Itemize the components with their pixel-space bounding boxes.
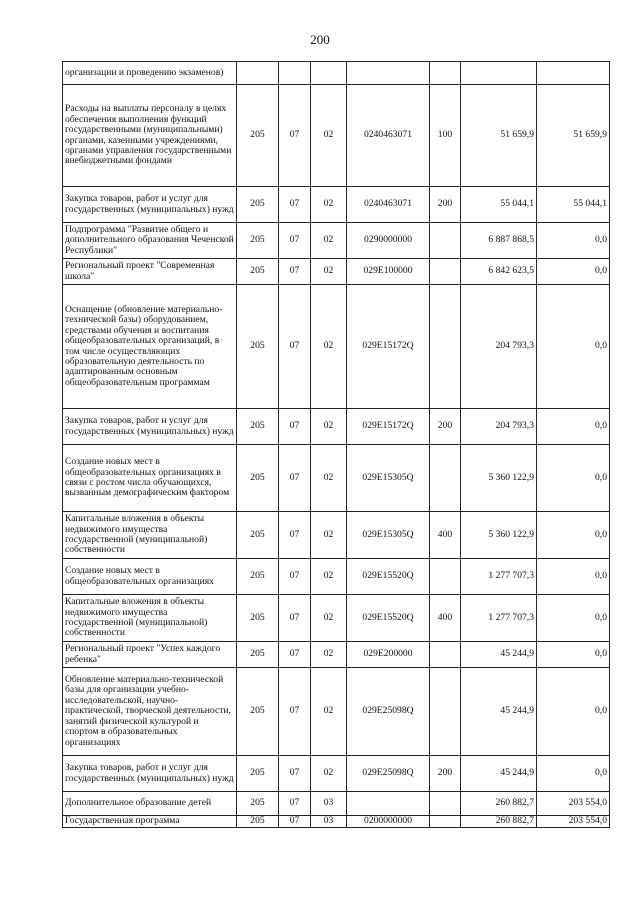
amount-year-1: 6 842 623,5 [461, 259, 537, 285]
target-article-code [347, 792, 430, 816]
section-code: 07 [279, 642, 311, 668]
table-row [63, 62, 610, 85]
section-code: 07 [279, 595, 311, 642]
subsection-code: 02 [311, 85, 347, 187]
expense-type-code: 200 [430, 187, 461, 223]
amount-year-2: 0,0 [537, 756, 610, 792]
section-code: 07 [279, 756, 311, 792]
department-code: 205 [237, 642, 279, 668]
department-code: 205 [237, 595, 279, 642]
amount-year-1: 5 360 122,9 [461, 445, 537, 512]
amount-year-2: 0,0 [537, 445, 610, 512]
section-code: 07 [279, 259, 311, 285]
target-article-code [347, 62, 430, 85]
table-row [63, 445, 610, 512]
expense-type-code [430, 668, 461, 756]
target-article-code: 029E15172Q [347, 285, 430, 409]
table-row [63, 223, 610, 259]
budget-table [62, 61, 610, 828]
target-article-code: 029E25098Q [347, 756, 430, 792]
target-article-code: 0290000000 [347, 223, 430, 259]
department-code: 205 [237, 512, 279, 559]
department-code: 205 [237, 668, 279, 756]
department-code: 205 [237, 187, 279, 223]
amount-year-1: 51 659,9 [461, 85, 537, 187]
amount-year-1: 45 244,9 [461, 642, 537, 668]
section-code: 07 [279, 409, 311, 445]
row-description: Капитальные вложения в объекты недвижимого имущества государственной (муниципальной) собственности [63, 595, 237, 642]
row-description: Закупка товаров, работ и услуг для государственных (муниципальных) нужд [63, 409, 237, 445]
expense-type-code [430, 816, 461, 828]
page-number: 200 [310, 32, 330, 47]
table-row [63, 792, 610, 816]
row-description: Региональный проект "Современная школа" [63, 259, 237, 285]
amount-year-2: 0,0 [537, 642, 610, 668]
section-code: 07 [279, 792, 311, 816]
section-code: 07 [279, 285, 311, 409]
department-code: 205 [237, 259, 279, 285]
amount-year-2: 0,0 [537, 285, 610, 409]
expense-type-code [430, 559, 461, 595]
department-code: 205 [237, 223, 279, 259]
row-description: Обновление материально-технической базы для организации учебно-исследовательской, научно-практической, творческой деятельности, занятий физической культурой и спортом в образовательных организациях [63, 668, 237, 756]
subsection-code: 02 [311, 445, 347, 512]
subsection-code: 02 [311, 756, 347, 792]
amount-year-2: 0,0 [537, 668, 610, 756]
amount-year-1: 260 882,7 [461, 792, 537, 816]
expense-type-code [430, 223, 461, 259]
section-code: 07 [279, 512, 311, 559]
department-code: 205 [237, 285, 279, 409]
target-article-code: 029E25098Q [347, 668, 430, 756]
subsection-code: 02 [311, 259, 347, 285]
amount-year-2: 0,0 [537, 559, 610, 595]
amount-year-2 [537, 62, 610, 85]
row-description: Региональный проект "Успех каждого ребенка" [63, 642, 237, 668]
department-code: 205 [237, 85, 279, 187]
amount-year-2: 0,0 [537, 595, 610, 642]
table-row [63, 756, 610, 792]
target-article-code: 029E15305Q [347, 445, 430, 512]
expense-type-code [430, 62, 461, 85]
row-description: Расходы на выплаты персоналу в целях обеспечения выполнения функций государственными (муниципальными) органами, казенными учреждениями, органами управления государственными внебюджетными фондами [63, 85, 237, 187]
department-code: 205 [237, 445, 279, 512]
amount-year-1 [461, 62, 537, 85]
department-code: 205 [237, 559, 279, 595]
subsection-code [311, 62, 347, 85]
expense-type-code [430, 445, 461, 512]
subsection-code: 02 [311, 409, 347, 445]
target-article-code: 0200000000 [347, 816, 430, 828]
department-code: 205 [237, 792, 279, 816]
department-code: 205 [237, 816, 279, 828]
section-code [279, 62, 311, 85]
row-description: Создание новых мест в общеобразовательных организациях [63, 559, 237, 595]
table-row [63, 668, 610, 756]
amount-year-1: 45 244,9 [461, 668, 537, 756]
row-description: Подпрограмма "Развитие общего и дополнительного образования Чеченской Республики" [63, 223, 237, 259]
row-description: Государственная программа [63, 816, 237, 828]
amount-year-2: 0,0 [537, 259, 610, 285]
subsection-code: 02 [311, 187, 347, 223]
amount-year-2: 0,0 [537, 409, 610, 445]
department-code: 205 [237, 409, 279, 445]
amount-year-1: 204 793,3 [461, 285, 537, 409]
table-row [63, 559, 610, 595]
amount-year-2: 203 554,0 [537, 792, 610, 816]
section-code: 07 [279, 223, 311, 259]
subsection-code: 02 [311, 595, 347, 642]
amount-year-1: 260 882,7 [461, 816, 537, 828]
target-article-code: 029E100000 [347, 259, 430, 285]
target-article-code: 029E15172Q [347, 409, 430, 445]
table-row [63, 259, 610, 285]
subsection-code: 02 [311, 285, 347, 409]
section-code: 07 [279, 187, 311, 223]
row-description: Создание новых мест в общеобразовательных организациях в связи с ростом числа обучающихся, вызванным демографическим фактором [63, 445, 237, 512]
target-article-code: 029E15520Q [347, 559, 430, 595]
subsection-code: 02 [311, 512, 347, 559]
expense-type-code [430, 792, 461, 816]
expense-type-code: 400 [430, 512, 461, 559]
table-row [63, 187, 610, 223]
amount-year-1: 204 793,3 [461, 409, 537, 445]
row-description: организации и проведению экзаменов) [63, 62, 237, 85]
table-row [63, 816, 610, 828]
section-code: 07 [279, 445, 311, 512]
table-row [63, 409, 610, 445]
subsection-code: 02 [311, 223, 347, 259]
subsection-code: 03 [311, 792, 347, 816]
expense-type-code: 100 [430, 85, 461, 187]
section-code: 07 [279, 816, 311, 828]
target-article-code: 029E200000 [347, 642, 430, 668]
amount-year-2: 0,0 [537, 512, 610, 559]
row-description: Дополнительное образование детей [63, 792, 237, 816]
table-row [63, 642, 610, 668]
expense-type-code [430, 285, 461, 409]
target-article-code: 029E15520Q [347, 595, 430, 642]
amount-year-1: 6 887 868,5 [461, 223, 537, 259]
amount-year-2: 55 044,1 [537, 187, 610, 223]
amount-year-2: 51 659,9 [537, 85, 610, 187]
row-description: Капитальные вложения в объекты недвижимого имущества государственной (муниципальной) собственности [63, 512, 237, 559]
department-code: 205 [237, 756, 279, 792]
section-code: 07 [279, 668, 311, 756]
subsection-code: 02 [311, 559, 347, 595]
expense-type-code [430, 642, 461, 668]
expense-type-code: 400 [430, 595, 461, 642]
section-code: 07 [279, 559, 311, 595]
amount-year-1: 55 044,1 [461, 187, 537, 223]
department-code [237, 62, 279, 85]
expense-type-code: 200 [430, 409, 461, 445]
subsection-code: 03 [311, 816, 347, 828]
table-row [63, 595, 610, 642]
amount-year-2: 0,0 [537, 223, 610, 259]
row-description: Оснащение (обновление материально-технической базы) оборудованием, средствами обучения и воспитания общеобразовательных организаций, в том числе осуществляющих образовательную деятельность по адаптированным основным общеобразовательным программам [63, 285, 237, 409]
amount-year-1: 1 277 707,3 [461, 559, 537, 595]
subsection-code: 02 [311, 668, 347, 756]
amount-year-1: 45 244,9 [461, 756, 537, 792]
row-description: Закупка товаров, работ и услуг для государственных (муниципальных) нужд [63, 187, 237, 223]
section-code: 07 [279, 85, 311, 187]
target-article-code: 0240463071 [347, 187, 430, 223]
expense-type-code: 200 [430, 756, 461, 792]
target-article-code: 029E15305Q [347, 512, 430, 559]
subsection-code: 02 [311, 642, 347, 668]
expense-type-code [430, 259, 461, 285]
table-row [63, 512, 610, 559]
target-article-code: 0240463071 [347, 85, 430, 187]
table-row [63, 285, 610, 409]
row-description: Закупка товаров, работ и услуг для государственных (муниципальных) нужд [63, 756, 237, 792]
table-row [63, 85, 610, 187]
amount-year-2: 203 554,0 [537, 816, 610, 828]
amount-year-1: 5 360 122,9 [461, 512, 537, 559]
amount-year-1: 1 277 707,3 [461, 595, 537, 642]
